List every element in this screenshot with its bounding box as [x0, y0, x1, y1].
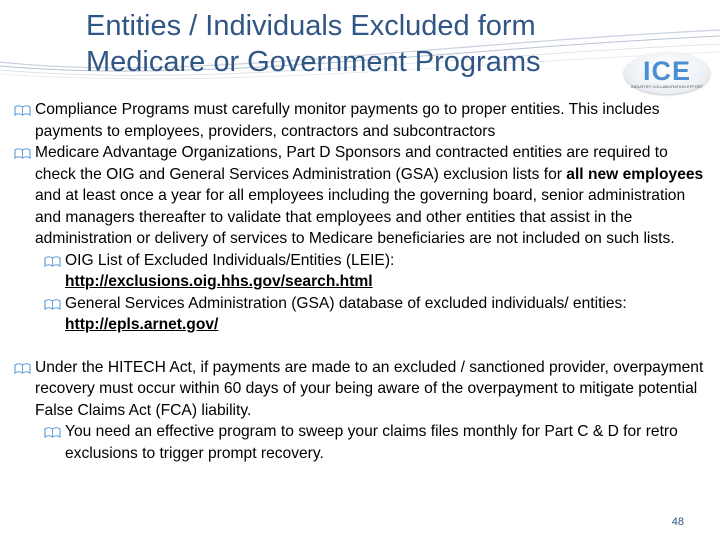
ice-logo: [624, 52, 710, 94]
slide-title-line-2: Medicare or Government Programs: [86, 46, 541, 78]
sub-bullet-text: General Services Administration (GSA) database of excluded individuals/ entities:: [65, 294, 627, 312]
book-bullet-icon: [14, 104, 31, 116]
bullet-hitech-act: [14, 357, 704, 422]
sub-bullet-gsa-database: [44, 293, 704, 336]
book-bullet-icon: [44, 426, 61, 438]
bullet-text-before: Medicare Advantage Organizations, Part D Sponsors and contracted entities are required to check the OIG and General Services Administration (GSA) exclusion lists for: [35, 144, 668, 183]
bullet-text-bold: all new employees: [566, 165, 704, 183]
book-bullet-icon: [44, 298, 61, 310]
ice-logo-subtext: INDUSTRY COLLABORATION EFFORT: [630, 84, 704, 89]
sub-bullet-effective-program: [44, 421, 704, 464]
bullet-text: Under the HITECH Act, if payments are made to an excluded / sanctioned provider, overpayment recovery must occur within 60 days of your being aware of the overpayment to mitigate potential False Claims Act (FCA) liability.: [35, 358, 704, 419]
sub-bullet-oig-list: [44, 250, 704, 293]
book-bullet-icon: [44, 255, 61, 267]
oig-exclusions-link[interactable]: http://exclusions.oig.hhs.gov/search.html: [65, 273, 373, 290]
slide-body: [14, 99, 704, 464]
slide-title: [86, 8, 646, 80]
gsa-epls-link[interactable]: http://epls.arnet.gov/: [65, 316, 219, 333]
bullet-medicare-advantage: [14, 142, 704, 250]
page-number: 48: [671, 516, 684, 528]
slide-title-line-1: Entities / Individuals Excluded form: [86, 10, 536, 42]
bullet-compliance-programs: [14, 99, 704, 142]
sub-bullet-text: You need an effective program to sweep your claims files monthly for Part C & D for retro exclusions to trigger prompt recovery.: [65, 423, 678, 462]
ice-logo-text: ICE: [642, 56, 691, 86]
bullet-text-after: and at least once a year for all employees including the governing board, senior administration and managers thereafter to validate that employees and other entities that assist in the administration or delivery of services to Medicare beneficiaries are not included on such lists.: [35, 187, 686, 247]
sub-bullet-text: OIG List of Excluded Individuals/Entities (LEIE):: [65, 251, 395, 269]
book-bullet-icon: [14, 147, 31, 159]
book-bullet-icon: [14, 362, 31, 374]
bullet-text: Compliance Programs must carefully monitor payments go to proper entities. This includes payments to employees, providers, contractors and subcontractors: [35, 101, 660, 140]
